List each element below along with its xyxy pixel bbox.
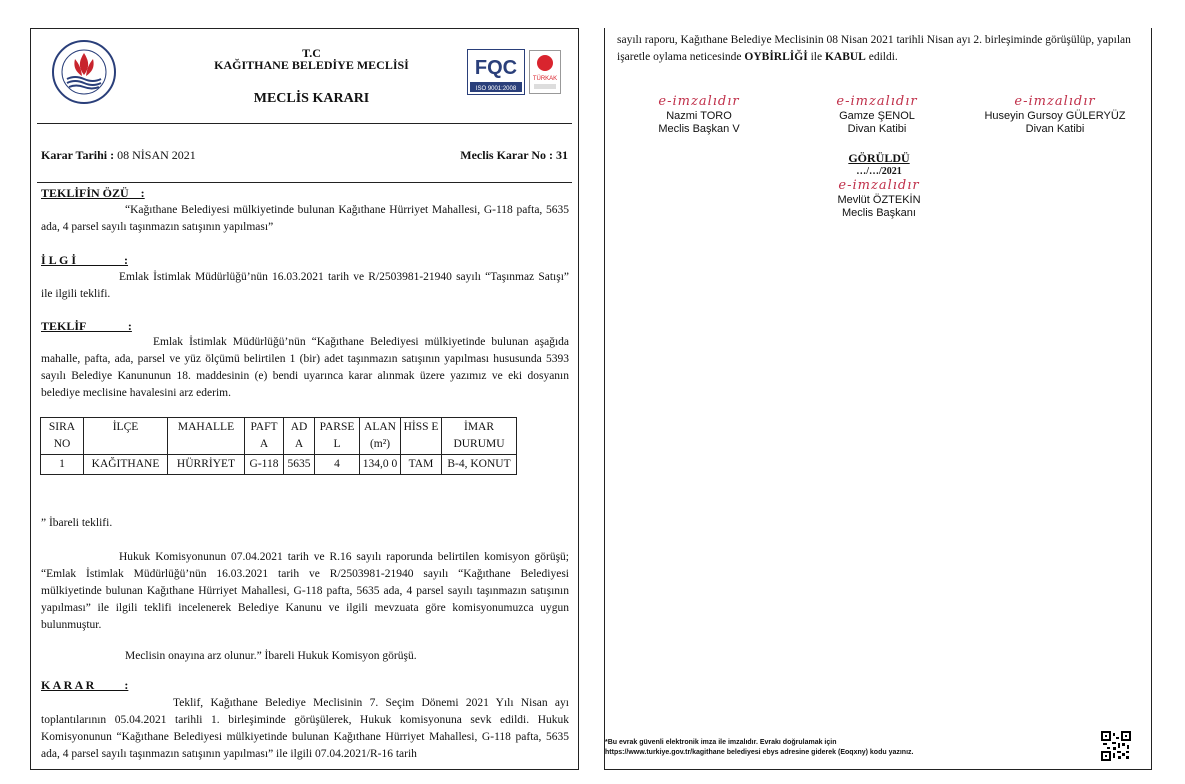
meta-divider (37, 182, 572, 183)
signature-block (609, 94, 789, 136)
section-heading-ilgi: İ L G İ : (41, 253, 129, 267)
ibareli-text: ” İbareli teklifi. (41, 517, 113, 529)
ilgi-text: Emlak İstimlak Müdürlüğü’nün 16.03.2021 tarih ve R/2503981-21940 sayılı “Taşınmaz Satışı” ile ilgili teklifi. (41, 271, 569, 300)
teklifin-ozu-text: “Kağıthane Belediyesi mülkiyetinde bulunan Kağıthane Hürriyet Mahallesi, G-118 pafta, 5635 ada, 4 parsel sayılı taşınmazın satışının yapılması” (41, 204, 569, 233)
goruldu-label: GÖRÜLDÜ (848, 151, 910, 165)
mayor-title: Meclis Başkanı (842, 207, 916, 219)
svg-text:ISO 9001:2008: ISO 9001:2008 (475, 86, 517, 92)
date-label: Karar Tarihi : (41, 148, 115, 162)
number-value: 31 (553, 148, 568, 162)
continuation-text: ile (807, 51, 825, 63)
karar-continuation (617, 32, 1141, 66)
date-value: 08 NİSAN 2021 (114, 148, 196, 162)
e-signature-mark: e-imzalıdır (836, 94, 918, 109)
e-signature-mark: e-imzalıdır (838, 178, 920, 193)
e-signature-mark: e-imzalıdır (1014, 94, 1096, 109)
section-heading-teklif: TEKLİF : (41, 319, 132, 333)
table-cell: TAM (401, 455, 442, 475)
table-cell: 4 (315, 455, 360, 475)
table-header-cell: SIRA NO (41, 418, 84, 455)
qr-code-icon (1101, 731, 1131, 761)
table-header-row (41, 418, 517, 455)
table-cell: G-118 (245, 455, 284, 475)
header-tc: T.C (302, 46, 321, 60)
decision-number (460, 148, 568, 163)
decision-page-2 (604, 28, 1152, 770)
section-heading-teklifin-ozu: TEKLİFİN ÖZÜ : (41, 186, 145, 200)
mayor-name: Mevlüt ÖZTEKİN (837, 194, 921, 206)
oybirligi-text: OYBİRLİĞİ (744, 51, 808, 63)
property-table (40, 417, 517, 475)
signer-name: Huseyin Gursoy GÜLERYÜZ (984, 110, 1126, 122)
goruldu-date: …/…/2021 (856, 166, 902, 177)
fqc-certification-logo (467, 49, 525, 95)
table-cell: 1 (41, 455, 84, 475)
goruldu-block (605, 152, 1152, 220)
karar-text: Teklif, Kağıthane Belediye Meclisinin 7. Seçim Dönemi 2021 Yılı Nisan ayı toplantılarının 05.04.2021 tarihli 1. birleşiminde görüşülerek, Hukuk komisyonuna sevk edildi. Hukuk Komisyonunun “Kağıthane Belediyesi mülkiyetinde bulunan Kağıthane Hürriyet Mahallesi, G-118 pafta, 5635 ada, 4 parsel sayılı taşınmazın satışının yapılması” ile ilgili 07.04.2021/R-16 tarih (41, 697, 569, 760)
signer-name: Nazmi TORO (666, 110, 732, 122)
signer-title: Divan Katibi (847, 123, 907, 135)
number-label: Meclis Karar No : (460, 148, 553, 162)
table-cell: HÜRRİYET (168, 455, 245, 475)
table-header-cell: AD A (284, 418, 315, 455)
table-cell: B-4, KONUT (442, 455, 517, 475)
signer-title: Divan Katibi (1025, 123, 1085, 135)
table-header-cell: MAHALLE (168, 418, 245, 455)
hukuk-komisyonu-text: Hukuk Komisyonunun 07.04.2021 tarih ve R.16 sayılı raporunda belirtilen komisyon görüşü; “Emlak İstimlak Müdürlüğü’nün 16.03.2021 tarih ve R/2503981-21940 sayılı “Kağıthane Belediyesi mülkiyetinde bulunan Kağıthane Hürriyet Mahallesi, G-118 pafta, 5635 ada, 4 parsel sayılı taşınmazın satışının yapılması” ile ilgili teklifi incelenerek Belediye Kanunu ve ilgili mevzuata göre komisyonumuzca uygun bulunmuştur. (41, 551, 569, 631)
table-header-cell: İLÇE (84, 418, 168, 455)
table-cell: 134,0 0 (360, 455, 401, 475)
table-header-cell: PARSE L (315, 418, 360, 455)
e-signature-footer (605, 738, 913, 758)
table-row (41, 455, 517, 475)
decision-date (41, 148, 196, 163)
footer-line-2: https://www.turkiye.gov.tr/kagithane belediyesi ebys adresine giderek (Eoqxny) kodu yazınız. (605, 749, 914, 756)
page-header (31, 29, 578, 125)
table-header-cell: İMAR DURUMU (442, 418, 517, 455)
signer-title: Meclis Başkan V (658, 123, 740, 135)
svg-text:TÜRKAK: TÜRKAK (532, 76, 558, 82)
continuation-text: sayılı raporu, Kağıthane Belediye Meclisinin 08 Nisan 2021 tarihli Nisan ayı 2. birleşiminde görüşülüp, yapılan işaretle oylama neticesinde (617, 34, 1131, 63)
e-signature-mark: e-imzalıdır (658, 94, 740, 109)
table-header-cell: ALAN (m²) (360, 418, 401, 455)
turkak-accreditation-logo (529, 50, 561, 94)
signature-block (787, 94, 967, 136)
teklif-text: Emlak İstimlak Müdürlüğü’nün “Kağıthane Belediyesi mülkiyetinde bulunan aşağıda mahalle, pafta, ada, parsel ve yüz ölçümü belirtilen 1 (bir) adet taşınmazın satışının yapılması hususunda 5393 sayılı Belediye Kanununun 18. maddesinin (e) bendi uyarınca karar alınmak üzere yazımız ve eki dosyanın belediye meclisine havalesini arz ederim. (41, 336, 569, 399)
footer-line-1: *Bu evrak güvenli elektronik imza ile imzalıdır. Evrakı doğrulamak için (605, 739, 837, 746)
table-cell: 5635 (284, 455, 315, 475)
decision-page-1 (30, 28, 579, 770)
table-header-cell: PAFT A (245, 418, 284, 455)
signer-name: Gamze ŞENOL (839, 110, 915, 122)
header-divider (37, 123, 572, 124)
meclis-onay-text: Meclisin onayına arz olunur.” İbareli Hukuk Komisyon görüşü. (125, 650, 417, 662)
continuation-text: edildi. (865, 51, 898, 63)
kabul-text: KABUL (824, 51, 866, 63)
page-title: MECLİS KARARI (253, 91, 370, 106)
signature-block (965, 94, 1145, 136)
header-meclis: KAĞITHANE BELEDİYE MECLİSİ (214, 58, 409, 72)
section-heading-karar: K A R A R : (41, 678, 129, 692)
table-header-cell: HİSS E (401, 418, 442, 455)
svg-text:FQC: FQC (474, 57, 518, 79)
table-cell: KAĞITHANE (84, 455, 168, 475)
